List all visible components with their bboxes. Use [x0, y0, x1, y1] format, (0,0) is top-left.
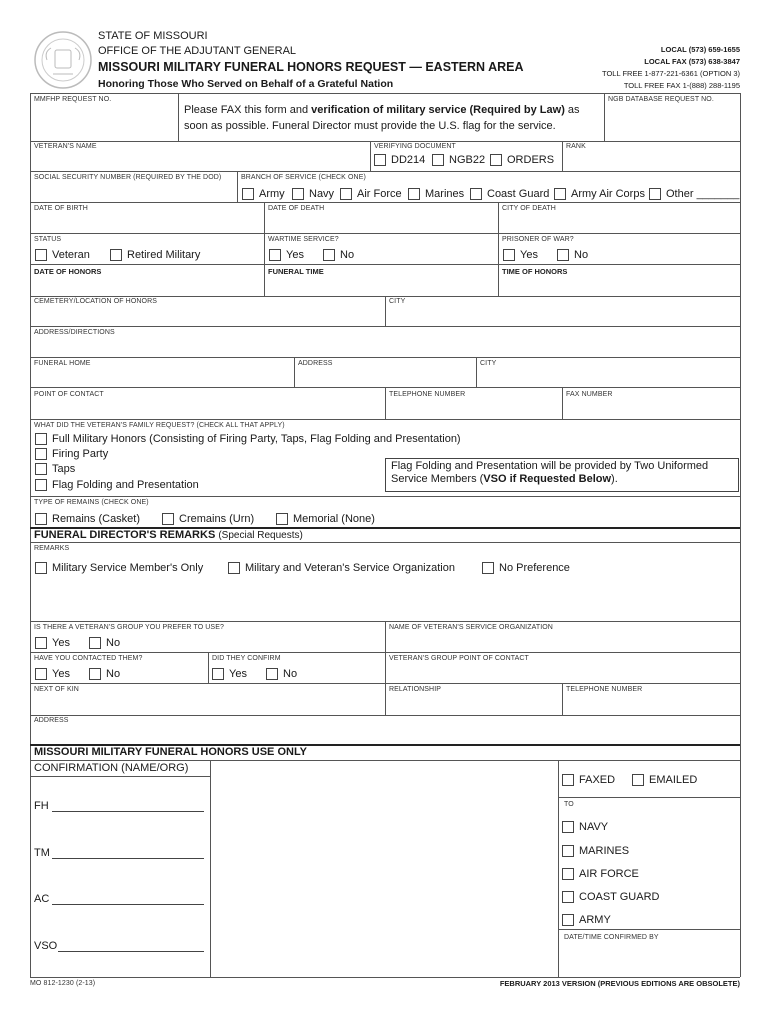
branch-other-label: Other _______: [666, 188, 740, 200]
relationship-field[interactable]: [386, 696, 561, 714]
branch-coast-guard-checkbox[interactable]: [470, 188, 549, 200]
status-retired-label: Retired Military: [127, 249, 201, 261]
poc-label: POINT OF CONTACT: [34, 391, 104, 398]
fax-toll-free: TOLL FREE FAX 1-(888) 288-1195: [623, 81, 740, 90]
funeral-home-city-field[interactable]: [477, 369, 739, 386]
dod-field[interactable]: [265, 214, 497, 232]
group-poc-label: VETERAN'S GROUP POINT OF CONTACT: [389, 655, 529, 662]
full-honors-checkbox[interactable]: [35, 433, 461, 445]
flag-folding-note: [385, 458, 739, 492]
remarks-label: REMARKS: [34, 545, 70, 552]
wartime-yes-checkbox[interactable]: [269, 249, 304, 261]
verify-ngb22-label: NGB22: [449, 154, 486, 166]
next-of-kin-label: NEXT OF KIN: [34, 686, 79, 693]
ssn-label: SOCIAL SECURITY NUMBER (REQUIRED BY THE DOD): [34, 174, 222, 181]
mmfhp-request-field[interactable]: [31, 106, 177, 140]
pref-no-preference-label: No Preference: [499, 562, 570, 574]
remains-casket-checkbox[interactable]: [35, 513, 140, 525]
to-coast-guard-checkbox[interactable]: [562, 891, 659, 903]
branch-other-checkbox[interactable]: [649, 188, 739, 200]
verify-dd214-checkbox[interactable]: [374, 154, 425, 166]
branch-army-checkbox[interactable]: [242, 188, 285, 200]
wartime-no-checkbox[interactable]: [323, 249, 354, 261]
fh-label: FH: [34, 800, 49, 812]
header-state: STATE OF MISSOURI: [98, 30, 208, 42]
confirm-no-checkbox[interactable]: [266, 668, 297, 680]
verify-dd214-label: DD214: [391, 154, 426, 166]
wartime-yes-label: Yes: [286, 249, 304, 261]
cemetery-city-field[interactable]: [386, 308, 739, 325]
status-retired-checkbox[interactable]: [110, 249, 200, 261]
status-veteran-label: Veteran: [52, 249, 90, 261]
vet-group-yes-checkbox[interactable]: [35, 637, 70, 649]
ac-label: AC: [34, 893, 50, 905]
taps-checkbox[interactable]: [35, 463, 75, 475]
fd-remarks-title-sub: (Special Requests): [218, 530, 303, 541]
confirm-yes-checkbox[interactable]: [212, 668, 247, 680]
ngb-request-field[interactable]: [605, 106, 739, 140]
vet-group-yes-label: Yes: [52, 637, 70, 649]
state-seal-logo: [33, 30, 93, 90]
fd-remarks-title: [34, 529, 303, 541]
to-army-checkbox[interactable]: [562, 914, 611, 926]
pow-no-checkbox[interactable]: [557, 249, 588, 261]
branch-army-label: Army: [259, 188, 285, 200]
branch-air-force-checkbox[interactable]: [340, 188, 402, 200]
verify-ngb22-checkbox[interactable]: [432, 154, 485, 166]
remains-memorial-checkbox[interactable]: [276, 513, 375, 525]
group-poc-field[interactable]: [386, 665, 739, 682]
relationship-label: RELATIONSHIP: [389, 686, 442, 693]
fax-text-1: Please FAX this form and: [184, 104, 312, 116]
form-title: MISSOURI MILITARY FUNERAL HONORS REQUEST — EASTERN AREA: [98, 60, 524, 74]
firing-party-label: Firing Party: [52, 448, 109, 460]
contacted-label: HAVE YOU CONTACTED THEM?: [34, 655, 143, 662]
branch-marines-label: Marines: [425, 188, 465, 200]
form-version: FEBRUARY 2013 VERSION (PREVIOUS EDITIONS ARE OBSOLETE): [499, 979, 740, 988]
confirmation-label: CONFIRMATION (NAME/ORG): [34, 762, 189, 774]
funeral-home-address-field[interactable]: [295, 369, 475, 386]
branch-army-air-corps-label: Army Air Corps: [571, 188, 645, 200]
tm-field[interactable]: [34, 847, 204, 859]
veteran-name-field[interactable]: [31, 152, 369, 170]
verify-orders-checkbox[interactable]: [490, 154, 554, 166]
flag-note-line-2c: ).: [611, 473, 618, 485]
confirm-yes-label: Yes: [229, 668, 247, 680]
to-label: TO: [564, 801, 574, 808]
status-label: STATUS: [34, 236, 62, 243]
address-directions-field[interactable]: [31, 339, 739, 356]
ac-field[interactable]: [34, 893, 204, 905]
funeral-time-field[interactable]: [265, 277, 497, 295]
remains-cremains-label: Cremains (Urn): [179, 513, 255, 525]
pow-yes-checkbox[interactable]: [503, 249, 538, 261]
branch-coast-guard-label: Coast Guard: [487, 188, 550, 200]
remains-label: TYPE OF REMAINS (CHECK ONE): [34, 499, 149, 506]
full-honors-label: Full Military Honors (Consisting of Firing Party, Taps, Flag Folding and Presentation): [52, 433, 461, 445]
city-of-death-field[interactable]: [499, 214, 739, 232]
pref-no-preference-checkbox[interactable]: [482, 562, 570, 574]
flag-note-line-1: Flag Folding and Presentation will be provided by Two Uniformed: [391, 460, 709, 472]
nok-address-label: ADDRESS: [34, 717, 69, 724]
contacted-no-checkbox[interactable]: [89, 668, 120, 680]
branch-marines-checkbox[interactable]: [408, 188, 464, 200]
family-request-label: WHAT DID THE VETERAN'S FAMILY REQUEST? (CHECK ALL THAT APPLY): [34, 422, 285, 429]
cemetery-field[interactable]: [31, 308, 384, 325]
branch-navy-label: Navy: [309, 188, 335, 200]
form-subtitle: Honoring Those Who Served on Behalf of a Grateful Nation: [98, 78, 394, 90]
poc-telephone-label: TELEPHONE NUMBER: [389, 391, 466, 398]
cemetery-city-label: CITY: [389, 298, 406, 305]
branch-army-air-corps-checkbox[interactable]: [554, 188, 645, 200]
vso-label: VSO: [34, 940, 58, 952]
taps-label: Taps: [52, 463, 76, 475]
poc-field[interactable]: [31, 400, 384, 418]
poc-fax-field[interactable]: [563, 400, 739, 418]
funeral-home-field[interactable]: [31, 369, 293, 386]
contacted-yes-checkbox[interactable]: [35, 668, 70, 680]
to-marines-checkbox[interactable]: [562, 845, 629, 857]
vet-group-label: IS THERE A VETERAN'S GROUP YOU PREFER TO USE?: [34, 624, 224, 631]
confirm-no-label: No: [283, 668, 298, 680]
date-time-confirmed-field[interactable]: [559, 944, 739, 976]
emailed-checkbox[interactable]: [632, 774, 697, 786]
city-of-death-label: CITY OF DEATH: [502, 205, 556, 212]
use-only-notes-area[interactable]: [211, 761, 557, 976]
flag-note-line-2a: Service Members (: [391, 473, 484, 485]
pref-military-vso-checkbox[interactable]: [228, 562, 455, 574]
form-number: MO 812-1230 (2-13): [30, 980, 96, 987]
remains-memorial-label: Memorial (None): [293, 513, 375, 525]
dob-label: DATE OF BIRTH: [34, 205, 88, 212]
wartime-no-label: No: [340, 249, 355, 261]
to-air-force-label: AIR FORCE: [579, 868, 639, 880]
to-marines-label: MARINES: [579, 845, 630, 857]
dob-field[interactable]: [31, 214, 263, 232]
pref-military-vso-label: Military and Veteran's Service Organization: [245, 562, 455, 574]
faxed-label: FAXED: [579, 774, 616, 786]
date-of-honors-label: DATE OF HONORS: [34, 267, 102, 276]
fax-text-2: as: [564, 104, 580, 116]
vet-group-no-checkbox[interactable]: [89, 637, 120, 649]
remains-cremains-checkbox[interactable]: [162, 513, 254, 525]
nok-address-field[interactable]: [31, 727, 739, 743]
header-office: OFFICE OF THE ADJUTANT GENERAL: [98, 45, 297, 57]
vso-field[interactable]: [34, 940, 204, 952]
to-navy-label: NAVY: [579, 821, 609, 833]
fax-text-3: soon as possible. Funeral Director must provide the U.S. flag for the service.: [184, 120, 556, 132]
cemetery-label: CEMETERY/LOCATION OF HONORS: [34, 298, 158, 305]
veteran-name-label: VETERAN'S NAME: [34, 143, 97, 150]
branch-air-force-label: Air Force: [357, 188, 402, 200]
pow-label: PRISONER OF WAR?: [502, 236, 574, 243]
pref-military-only-label: Military Service Member's Only: [52, 562, 204, 574]
address-directions-label: ADDRESS/DIRECTIONS: [34, 329, 115, 336]
time-of-honors-label: TIME OF HONORS: [502, 267, 568, 276]
funeral-time-label: FUNERAL TIME: [268, 267, 324, 276]
pow-no-label: No: [574, 249, 589, 261]
fax-instructions: [184, 102, 602, 134]
phone-local: LOCAL (573) 659-1655: [660, 45, 740, 54]
to-army-label: ARMY: [579, 914, 611, 926]
poc-fax-label: FAX NUMBER: [566, 391, 613, 398]
to-coast-guard-label: COAST GUARD: [579, 891, 660, 903]
fax-text-bold: verification of military service (Required by Law): [311, 104, 565, 116]
flag-folding-label: Flag Folding and Presentation: [52, 479, 199, 491]
fax-local: LOCAL FAX (573) 638-3847: [644, 57, 740, 66]
time-of-honors-field[interactable]: [499, 277, 739, 295]
confirm-label: DID THEY CONFIRM: [212, 655, 281, 662]
poc-telephone-field[interactable]: [386, 400, 561, 418]
vso-name-field[interactable]: [386, 634, 739, 651]
fd-remarks-title-text: FUNERAL DIRECTOR'S REMARKS: [34, 529, 216, 541]
date-time-confirmed-label: DATE/TIME CONFIRMED BY: [564, 934, 659, 941]
remains-casket-label: Remains (Casket): [52, 513, 141, 525]
ssn-field[interactable]: [31, 183, 236, 201]
verify-orders-label: ORDERS: [507, 154, 555, 166]
to-air-force-checkbox[interactable]: [562, 868, 639, 880]
verifying-document-label: VERIFYING DOCUMENT: [374, 143, 456, 150]
contacted-no-label: No: [106, 668, 121, 680]
use-only-title: MISSOURI MILITARY FUNERAL HONORS USE ONLY: [34, 746, 307, 758]
to-navy-checkbox[interactable]: [562, 821, 608, 833]
firing-party-checkbox[interactable]: [35, 448, 108, 460]
flag-note-line-2b: VSO if Requested Below: [483, 473, 612, 485]
nok-telephone-field[interactable]: [563, 696, 739, 714]
status-veteran-checkbox[interactable]: [35, 249, 90, 261]
pow-yes-label: Yes: [520, 249, 538, 261]
phone-toll-free: TOLL FREE 1-877-221-6361 (OPTION 3): [602, 69, 740, 78]
next-of-kin-field[interactable]: [31, 696, 384, 714]
tm-label: TM: [34, 847, 50, 859]
fh-field[interactable]: [34, 800, 204, 812]
branch-label: BRANCH OF SERVICE (CHECK ONE): [241, 174, 366, 181]
funeral-home-city-label: CITY: [480, 360, 497, 367]
rank-label: RANK: [566, 143, 586, 150]
rank-field[interactable]: [563, 152, 739, 170]
wartime-label: WARTIME SERVICE?: [268, 236, 339, 243]
ngb-request-label: NGB DATABASE REQUEST NO.: [608, 96, 714, 103]
faxed-checkbox[interactable]: [562, 774, 615, 786]
date-of-honors-field[interactable]: [31, 277, 263, 295]
nok-telephone-label: TELEPHONE NUMBER: [566, 686, 643, 693]
dod-label: DATE OF DEATH: [268, 205, 325, 212]
branch-navy-checkbox[interactable]: [292, 188, 334, 200]
pref-military-only-checkbox[interactable]: [35, 562, 203, 574]
funeral-home-label: FUNERAL HOME: [34, 360, 91, 367]
flag-folding-checkbox[interactable]: [35, 479, 199, 491]
vso-name-label: NAME OF VETERAN'S SERVICE ORGANIZATION: [389, 624, 553, 631]
emailed-label: EMAILED: [649, 774, 698, 786]
funeral-home-address-label: ADDRESS: [298, 360, 333, 367]
contacted-yes-label: Yes: [52, 668, 70, 680]
vet-group-no-label: No: [106, 637, 121, 649]
mmfhp-request-label: MMFHP REQUEST NO.: [34, 96, 112, 103]
